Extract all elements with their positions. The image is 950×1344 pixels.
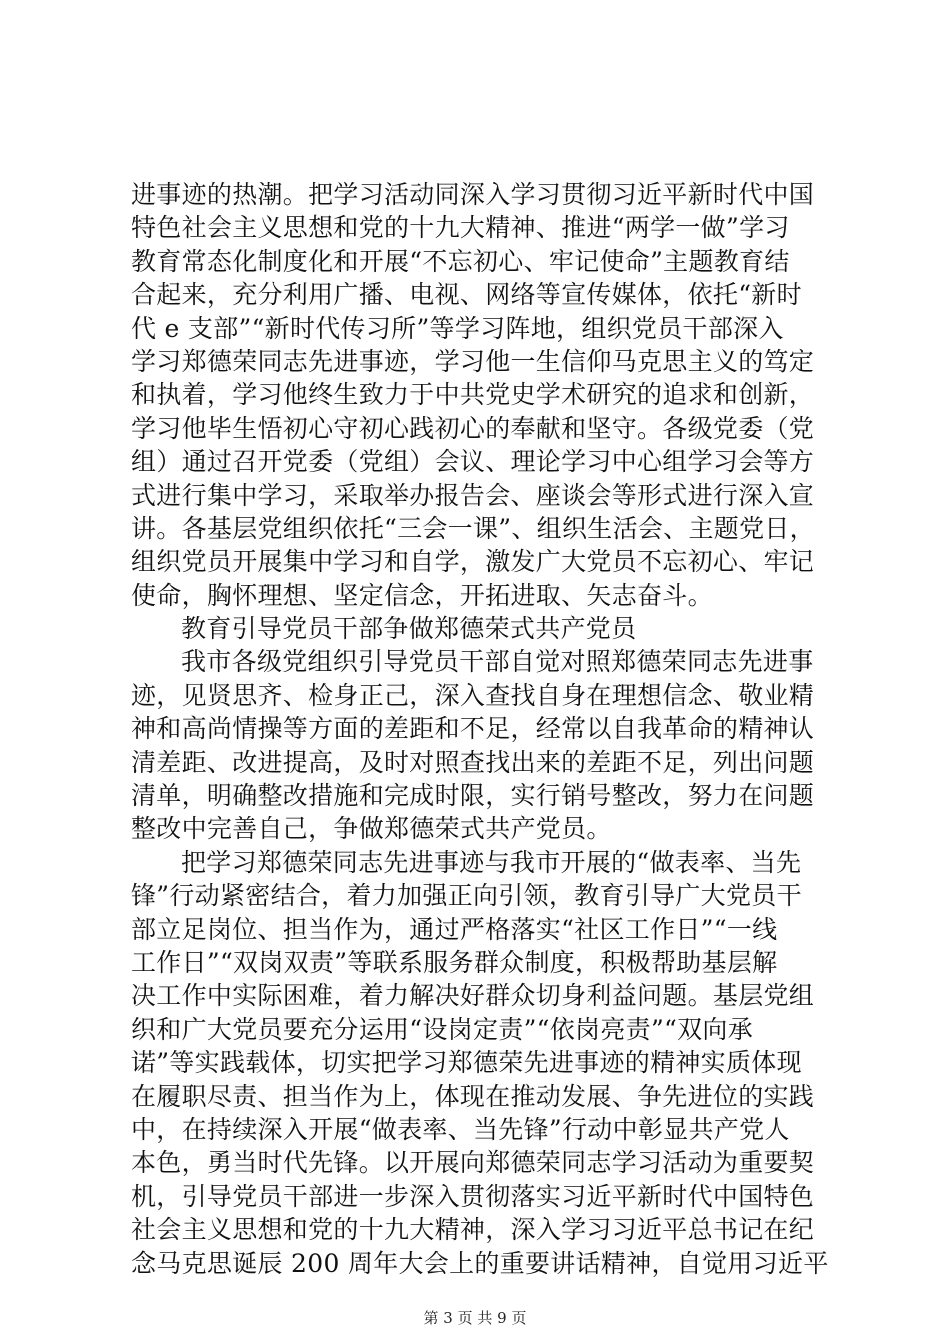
- text-line: 清差距、改进提高，及时对照查找出来的差距不足，列出问题: [131, 747, 815, 777]
- text-line: 清单，明确整改措施和完成时限，实行销号整改，努力在问题: [131, 781, 815, 811]
- text-line: 社会主义思想和党的十九大精神，深入学习习近平总书记在纪: [131, 1215, 815, 1245]
- text-line: 本色，勇当时代先锋。以开展向郑德荣同志学习活动为重要契: [131, 1148, 815, 1178]
- text-line: 神和高尚情操等方面的差距和不足，经常以自我革命的精神认: [131, 714, 815, 744]
- text-line: 教育引导党员干部争做郑德荣式共产党员: [181, 614, 637, 644]
- text-line: 织和广大党员要充分运用“设岗定责”“依岗亮责”“双向承: [131, 1014, 754, 1044]
- text-line: 中，在持续深入开展“做表率、当先锋”行动中彰显共产党人: [131, 1114, 790, 1144]
- text-line: 特色社会主义思想和党的十九大精神、推进“两学一做”学习: [131, 213, 790, 243]
- text-line: 诺”等实践载体，切实把学习郑德荣先进事迹的精神实质体现: [131, 1048, 802, 1078]
- text-line: 组）通过召开党委（党组）会议、理论学习中心组学习会等方: [131, 447, 815, 477]
- text-line: 进事迹的热潮。把学习活动同深入学习贯彻习近平新时代中国: [131, 180, 815, 209]
- text-line: 代 e 支部”“新时代传习所”等学习阵地，组织党员干部深入: [131, 313, 784, 343]
- text-line: 学习郑德荣同志先进事迹，学习他一生信仰马克思主义的笃定: [131, 346, 815, 376]
- text-line: 把学习郑德荣同志先进事迹与我市开展的“做表率、当先: [181, 847, 802, 877]
- text-line: 学习他毕生悟初心守初心践初心的奉献和坚守。各级党委（党: [131, 413, 815, 443]
- text-line: 讲。各基层党组织依托“三会一课”、组织生活会、主题党日，: [131, 513, 815, 543]
- text-line: 教育常态化制度化和开展“不忘初心、牢记使命”主题教育结: [131, 246, 790, 276]
- text-line: 机，引导党员干部进一步深入贯彻落实习近平新时代中国特色: [131, 1181, 815, 1211]
- text-line: 部立足岗位、担当作为，通过严格落实“社区工作日”“一线: [131, 914, 778, 944]
- text-line: 合起来，充分利用广播、电视、网络等宣传媒体，依托“新时: [131, 280, 802, 310]
- text-line: 决工作中实际困难，着力解决好群众切身利益问题。基层党组: [131, 981, 815, 1011]
- text-line: 组织党员开展集中学习和自学，激发广大党员不忘初心、牢记: [131, 547, 815, 577]
- text-line: 和执着，学习他终生致力于中共党史学术研究的追求和创新，: [131, 380, 815, 410]
- text-line: 我市各级党组织引导党员干部自觉对照郑德荣同志先进事: [181, 647, 814, 677]
- page-number-footer: 第 3 页 共 9 页: [423, 1309, 527, 1327]
- text-line: 锋”行动紧密结合，着力加强正向引领，教育引导广大党员干: [131, 881, 802, 911]
- text-line: 使命，胸怀理想、坚定信念，开拓进取、矢志奋斗。: [131, 580, 713, 610]
- text-line: 念马克思诞辰 200 周年大会上的重要讲话精神，自觉用习近平: [131, 1248, 829, 1278]
- body-text: [131, 178, 831, 1280]
- text-line: 迹，见贤思齐、检身正己，深入查找自身在理想信念、敬业精: [131, 680, 815, 710]
- text-line: 整改中完善自己，争做郑德荣式共产党员。: [131, 814, 612, 844]
- text-line: 式进行集中学习，采取举办报告会、座谈会等形式进行深入宣: [131, 480, 815, 510]
- text-line: 在履职尽责、担当作为上，体现在推动发展、争先进位的实践: [131, 1081, 815, 1111]
- text-line: 工作日”“双岗双责”等联系服务群众制度，积极帮助基层解: [131, 947, 778, 977]
